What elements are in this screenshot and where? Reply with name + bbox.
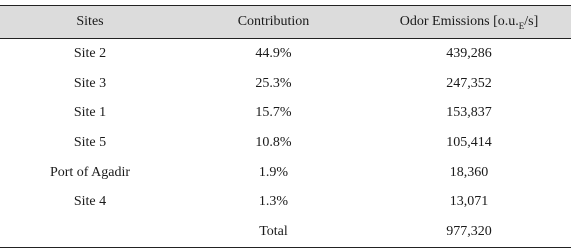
table-header-row: [0, 6, 571, 39]
site-cell: Site 3: [73, 75, 107, 91]
table-row: [0, 39, 571, 69]
total-label: Total: [180, 217, 367, 247]
table-row: [0, 158, 571, 188]
contribution-cell: 25.3%: [255, 75, 292, 91]
site-cell: Site 2: [73, 45, 107, 61]
header-odor-suffix: /s]: [524, 14, 539, 29]
odor-cell: 153,837: [446, 105, 492, 121]
site-cell: Site 4: [73, 194, 107, 210]
header-odor-prefix: Odor Emissions [o.u.: [399, 14, 519, 29]
contribution-cell: 15.7%: [255, 105, 292, 121]
header-odor-emissions: [367, 6, 571, 39]
total-empty-cell: [0, 217, 180, 247]
contribution-cell: 1.3%: [258, 194, 289, 210]
contribution-cell: 44.9%: [255, 45, 292, 61]
site-cell: Site 5: [73, 134, 107, 150]
site-cell: Port of Agadir: [49, 164, 131, 180]
total-row: [0, 217, 571, 247]
table-row: [0, 98, 571, 128]
odor-cell: 18,360: [449, 164, 489, 180]
table-row: [0, 69, 571, 99]
odor-cell: 105,414: [446, 134, 492, 150]
header-sites: Sites: [0, 6, 180, 39]
contribution-cell: 10.8%: [255, 134, 292, 150]
table-row: [0, 128, 571, 158]
odor-cell: 13,071: [449, 194, 489, 210]
header-odor-subscript: E: [518, 20, 525, 31]
contribution-cell: 1.9%: [258, 164, 289, 180]
header-contribution: Contribution: [180, 6, 367, 39]
odor-cell: 247,352: [446, 75, 492, 91]
odor-cell: 439,286: [446, 45, 492, 61]
total-value: 977,320: [367, 217, 571, 247]
odor-emissions-table: [0, 5, 571, 248]
site-cell: Site 1: [73, 105, 107, 121]
table-row: [0, 187, 571, 217]
